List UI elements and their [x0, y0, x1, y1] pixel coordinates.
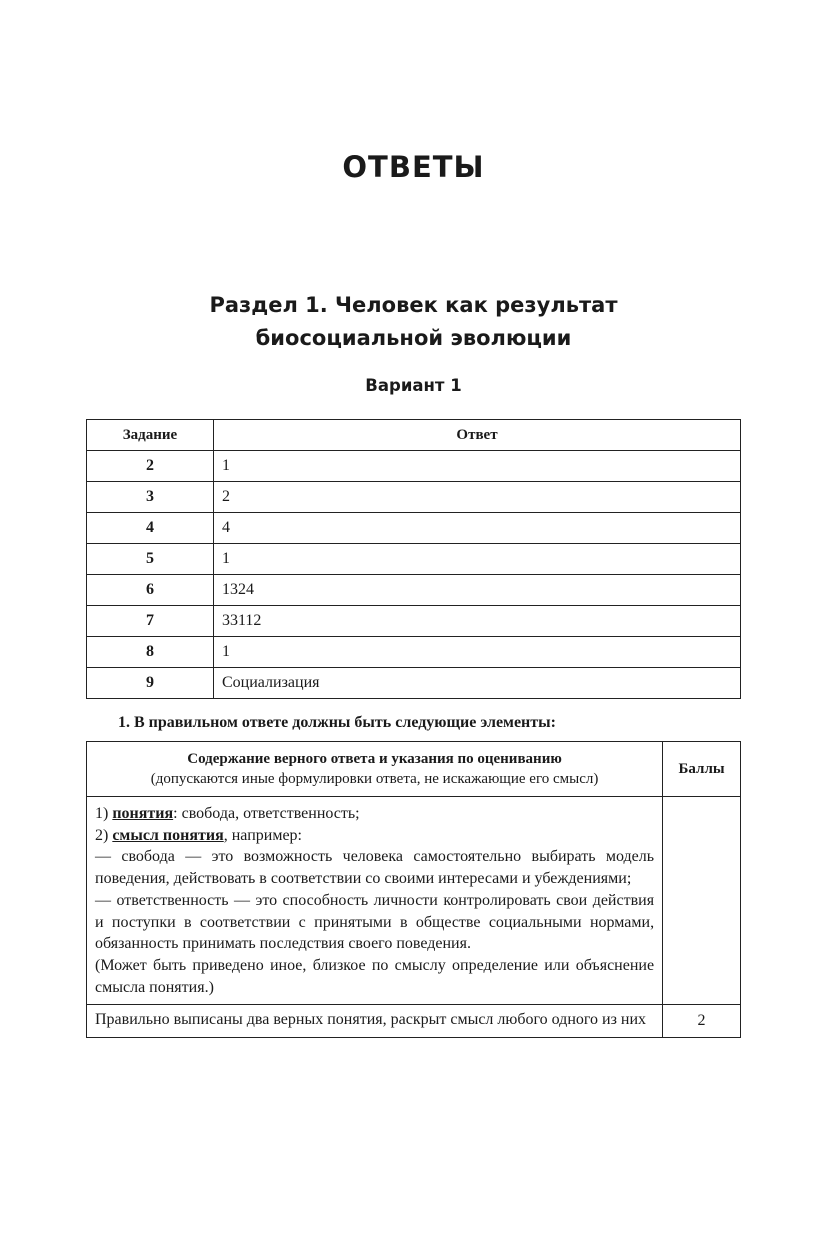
- definition-freedom: — свобода — это возможность человека самостоятельно выбирать модель поведения, действовать в соответствии со своими интересами и убеждениями;: [95, 848, 655, 888]
- variant-title: Вариант 1: [365, 376, 462, 395]
- answer-elements-cell: [87, 797, 663, 1005]
- criterion-text: Правильно выписаны два верных понятия, раскрыт смысл любого одного из них: [87, 1005, 663, 1038]
- criteria-table-header: [87, 742, 741, 797]
- task-number: 3: [87, 482, 214, 513]
- content-column-header: [87, 742, 663, 797]
- task-number: 6: [87, 575, 214, 606]
- table-row: [87, 482, 741, 513]
- definition-responsibility: — ответственность — это способность личности контролировать свои действия и поступки в соответствии с принятыми в обществе социальными нормами, обязанность принимать последствия своего поведения.: [95, 891, 655, 953]
- answer-value: Социализация: [214, 668, 741, 699]
- task-column-header: Задание: [87, 420, 214, 451]
- task-number: 8: [87, 637, 214, 668]
- answer-value: 1: [214, 637, 741, 668]
- table-row: [87, 513, 741, 544]
- task-number: 4: [87, 513, 214, 544]
- criterion-points: 2: [663, 1005, 741, 1038]
- alternative-note: (Может быть приведено иное, близкое по смыслу определение или объяснение смысла понятия.): [95, 956, 655, 996]
- table-row: [87, 637, 741, 668]
- points-column-header: Баллы: [663, 742, 741, 797]
- answer-value: 1: [214, 451, 741, 482]
- item2-line: [95, 825, 654, 847]
- content-header-note: (допускаются иные формулировки ответа, не искажающие его смысл): [150, 771, 599, 787]
- content-header-title: Содержание верного ответа и указания по оцениванию: [187, 751, 562, 767]
- answer-column-header: Ответ: [214, 420, 741, 451]
- task-number: 7: [87, 606, 214, 637]
- section-title-line1: Раздел 1. Человек как результат: [209, 293, 618, 317]
- item1-prefix: 1): [95, 805, 113, 822]
- empty-points-cell: [663, 797, 741, 1005]
- answers-table-header: [87, 420, 741, 451]
- criteria-table: [86, 741, 741, 1038]
- answer-value: 4: [214, 513, 741, 544]
- answer-value: 2: [214, 482, 741, 513]
- task1-heading: 1. В правильном ответе должны быть следующие элементы:: [118, 714, 556, 731]
- answer-value: 1324: [214, 575, 741, 606]
- table-row: [87, 668, 741, 699]
- table-row: [87, 544, 741, 575]
- page-title: ОТВЕТЫ: [342, 150, 485, 184]
- answer-elements-row: [87, 797, 741, 1005]
- item1-line: [95, 803, 654, 825]
- item2-prefix: 2): [95, 826, 113, 844]
- item2-rest: , например:: [223, 826, 302, 844]
- section-title-line2: биосоциальной эволюции: [255, 326, 572, 350]
- answers-table: [86, 419, 741, 699]
- item1-term: понятия: [112, 805, 174, 822]
- answer-value: 1: [214, 544, 741, 575]
- item1-rest: : свобода, ответственность;: [173, 805, 360, 822]
- criterion-row: [87, 1005, 741, 1038]
- task-number: 2: [87, 451, 214, 482]
- answer-value: 33112: [214, 606, 741, 637]
- task-number: 9: [87, 668, 214, 699]
- table-row: [87, 451, 741, 482]
- task-number: 5: [87, 544, 214, 575]
- table-row: [87, 575, 741, 606]
- item2-term: смысл понятия: [112, 826, 224, 844]
- section-title: [0, 289, 827, 355]
- table-row: [87, 606, 741, 637]
